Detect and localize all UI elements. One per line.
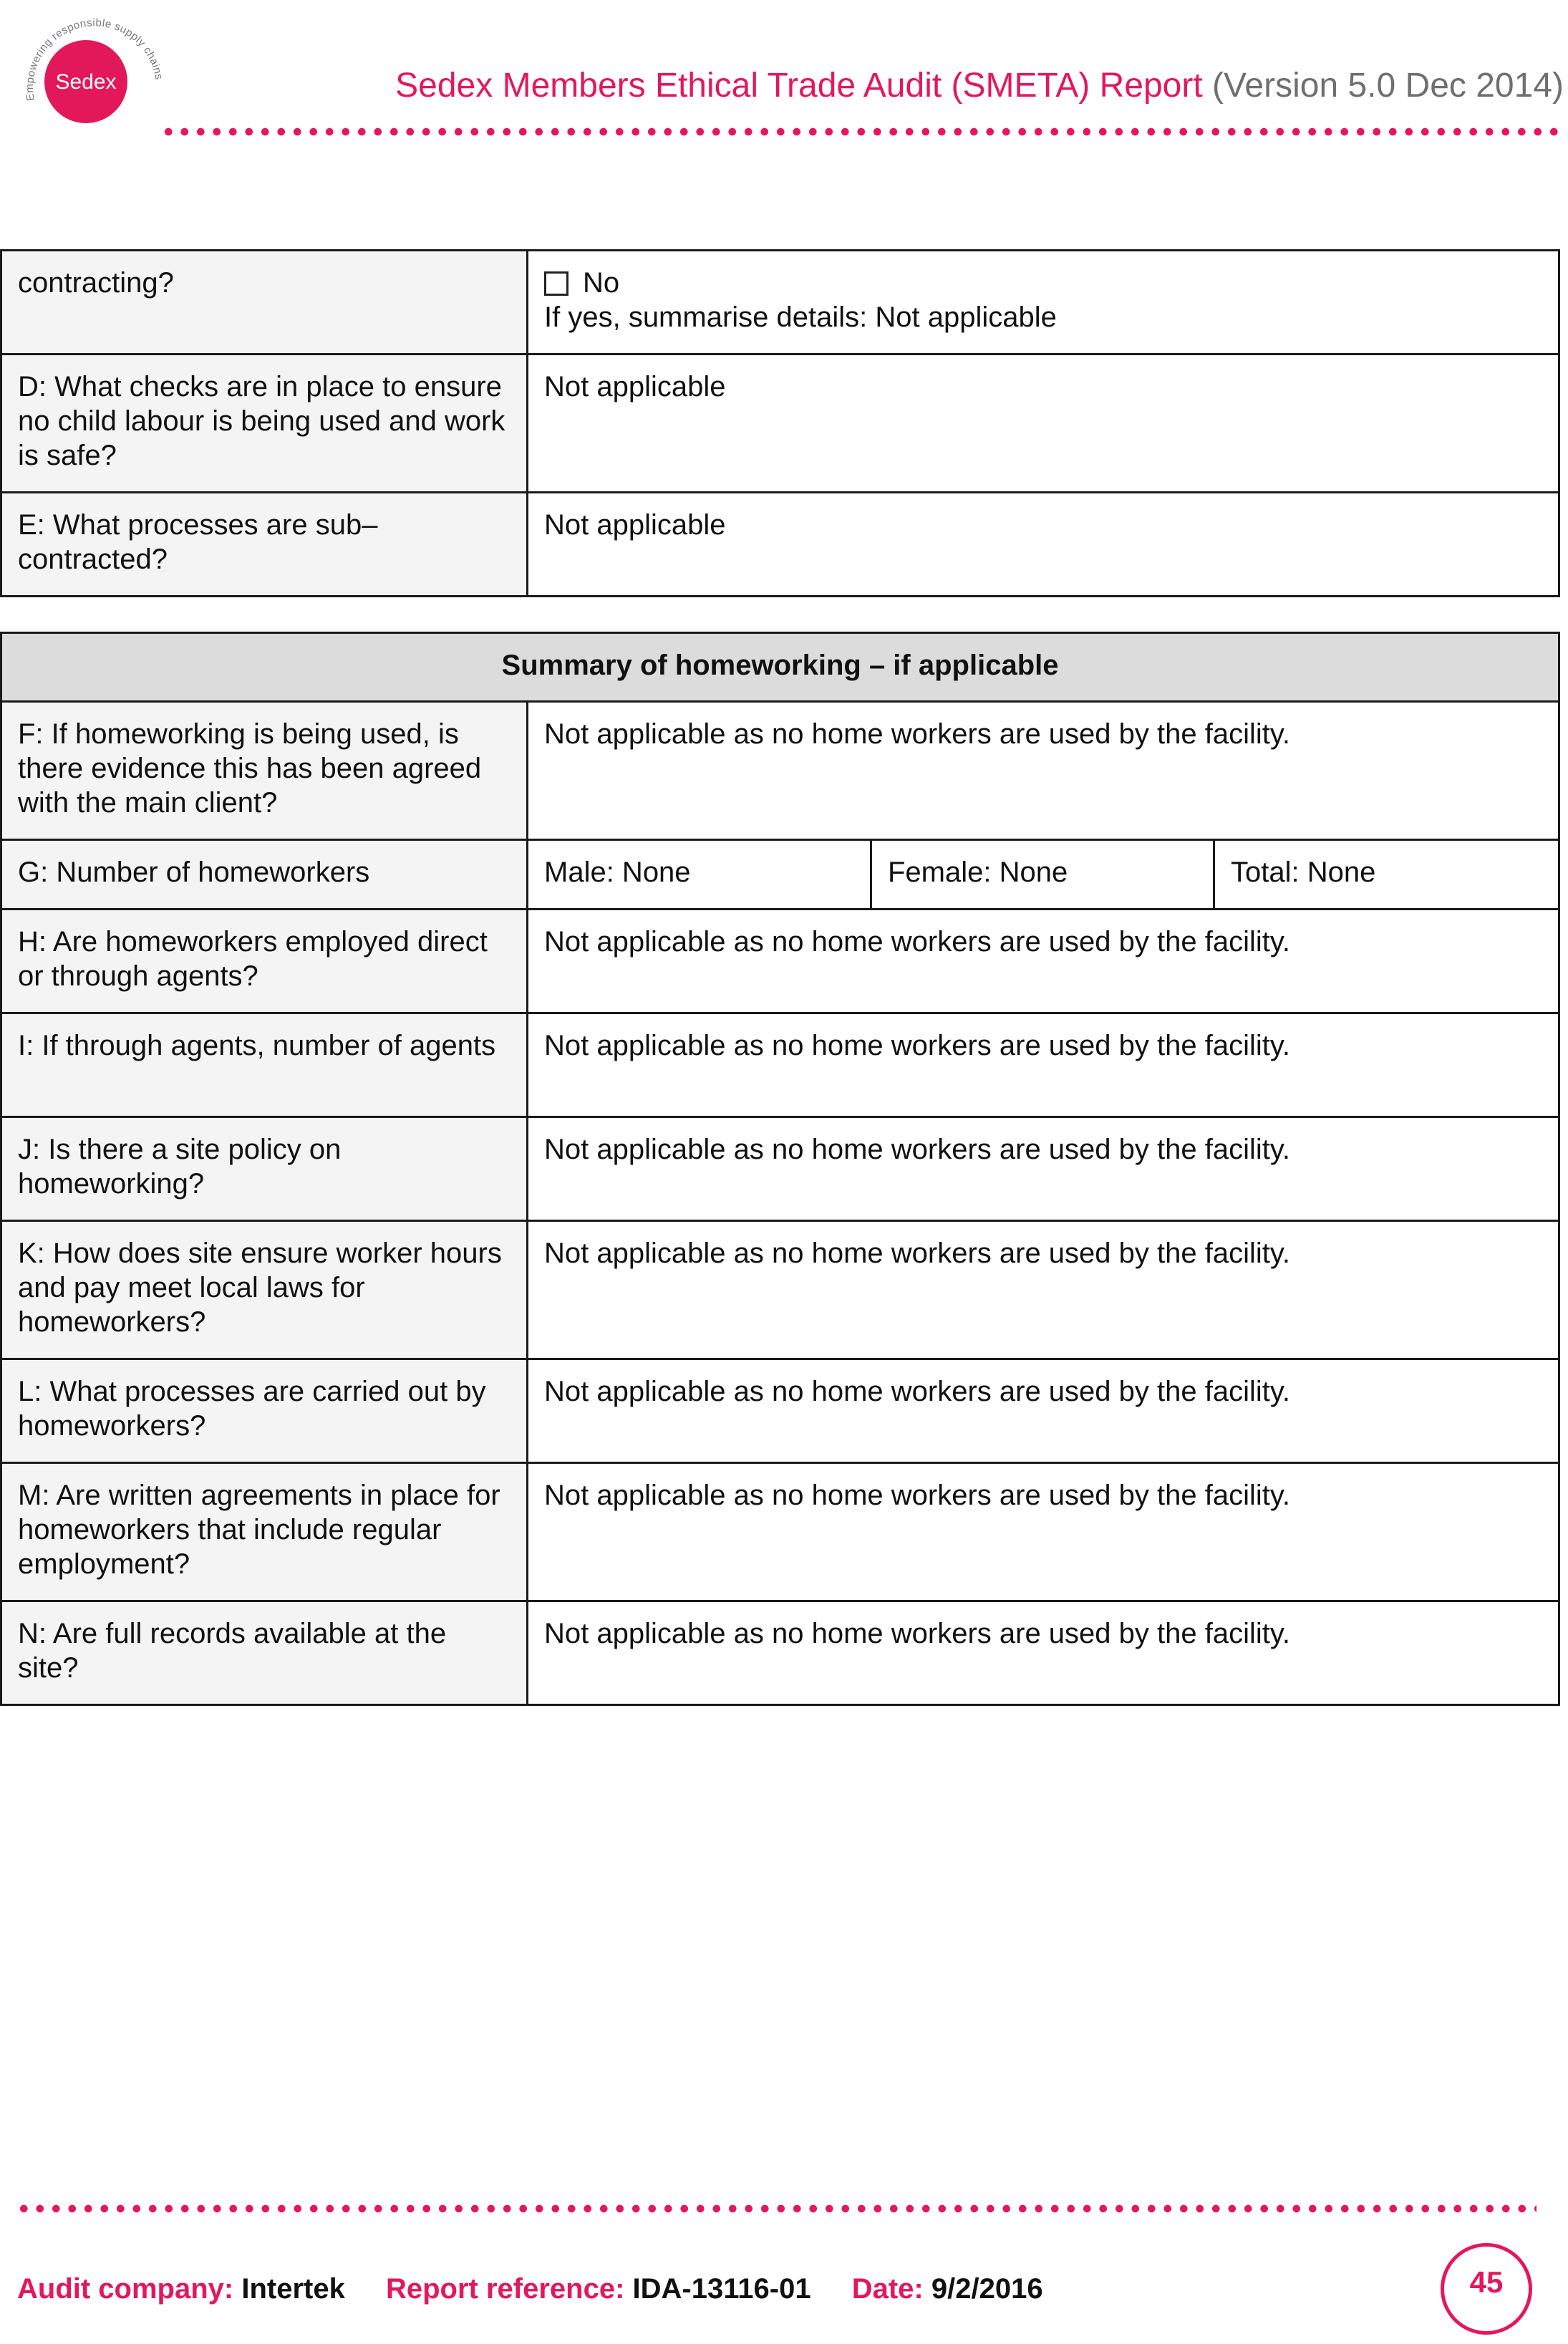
table-row [1,493,1559,597]
answer-cell: Not applicable as no home workers are used by the facility. [528,1463,1559,1601]
answer-cell: Not applicable [528,493,1559,597]
question-cell: N: Are full records available at the site? [1,1601,528,1705]
report-version: (Version 5.0 Dec 2014) [1212,67,1564,105]
homeworking-table [0,632,1560,1706]
male-count-cell: Male: None [528,840,871,910]
homeworking-heading: Summary of homeworking – if applicable [1,633,1559,702]
answer-cell: Not applicable as no home workers are used by the facility. [528,1013,1559,1117]
sedex-logo [14,6,172,163]
table-row [1,910,1559,1013]
logo-wordmark: Sedex [55,70,117,94]
table-row [1,1463,1559,1601]
total-count-cell: Total: None [1214,840,1559,910]
audit-company-value: Intertek [241,2273,345,2305]
date-value: 9/2/2016 [931,2273,1043,2305]
question-cell: F: If homeworking is being used, is there evidence this has been agreed with the main client? [1,702,528,840]
table-row [1,1117,1559,1221]
footer-dotted-divider [16,2204,1536,2213]
question-cell: D: What checks are in place to ensure no child labour is being used and work is safe? [1,355,528,493]
table-row [1,355,1559,493]
checkbox-no[interactable] [544,271,568,296]
date-label: Date: [851,2273,924,2305]
question-cell: H: Are homeworkers employed direct or through agents? [1,910,528,1013]
question-cell: K: How does site ensure worker hours and pay meet local laws for homeworkers? [1,1221,528,1359]
report-reference-label: Report reference: [385,2273,625,2305]
answer-cell: Not applicable as no home workers are used by the facility. [528,1601,1559,1705]
question-cell: G: Number of homeworkers [1,840,528,910]
report-reference-value: IDA-13116-01 [632,2273,811,2305]
report-title-text: Sedex Members Ethical Trade Audit (SMETA) Report [395,67,1203,105]
table-header-row [1,633,1559,702]
question-cell: L: What processes are carried out by homeworkers? [1,1359,528,1463]
answer-cell: Not applicable as no home workers are used by the facility. [528,1221,1559,1359]
details-text: If yes, summarise details: Not applicable [544,302,1057,333]
logo-tagline: Empowering responsible supply chains [24,16,165,102]
table-row [1,702,1559,840]
table-row [1,251,1559,355]
answer-cell: Not applicable as no home workers are used by the facility. [528,910,1559,1013]
question-cell: I: If through agents, number of agents [1,1013,528,1117]
page-number: 45 [1441,2243,1532,2335]
table-row [1,1221,1559,1359]
audit-company-label: Audit company: [17,2273,234,2305]
question-cell: J: Is there a site policy on homeworking? [1,1117,528,1221]
table-row [1,1359,1559,1463]
answer-cell: Not applicable as no home workers are used by the facility. [528,1117,1559,1221]
question-cell: E: What processes are sub–contracted? [1,493,528,597]
answer-cell: Not applicable as no home workers are used by the facility. [528,1359,1559,1463]
answer-cell: Not applicable as no home workers are used by the facility. [528,702,1559,840]
table-row [1,1601,1559,1705]
question-cell: M: Are written agreements in place for homeworkers that include regular employment? [1,1463,528,1601]
report-title [395,66,1564,105]
answer-cell: Not applicable [528,355,1559,493]
header-dotted-divider [160,127,1562,136]
answer-cell [528,251,1559,355]
footer-info [17,2273,1076,2305]
checkbox-label: No [583,267,620,299]
question-cell: contracting? [1,251,528,355]
subcontracting-table [0,249,1560,597]
table-row [1,1013,1559,1117]
table-row [1,840,1559,910]
female-count-cell: Female: None [871,840,1214,910]
